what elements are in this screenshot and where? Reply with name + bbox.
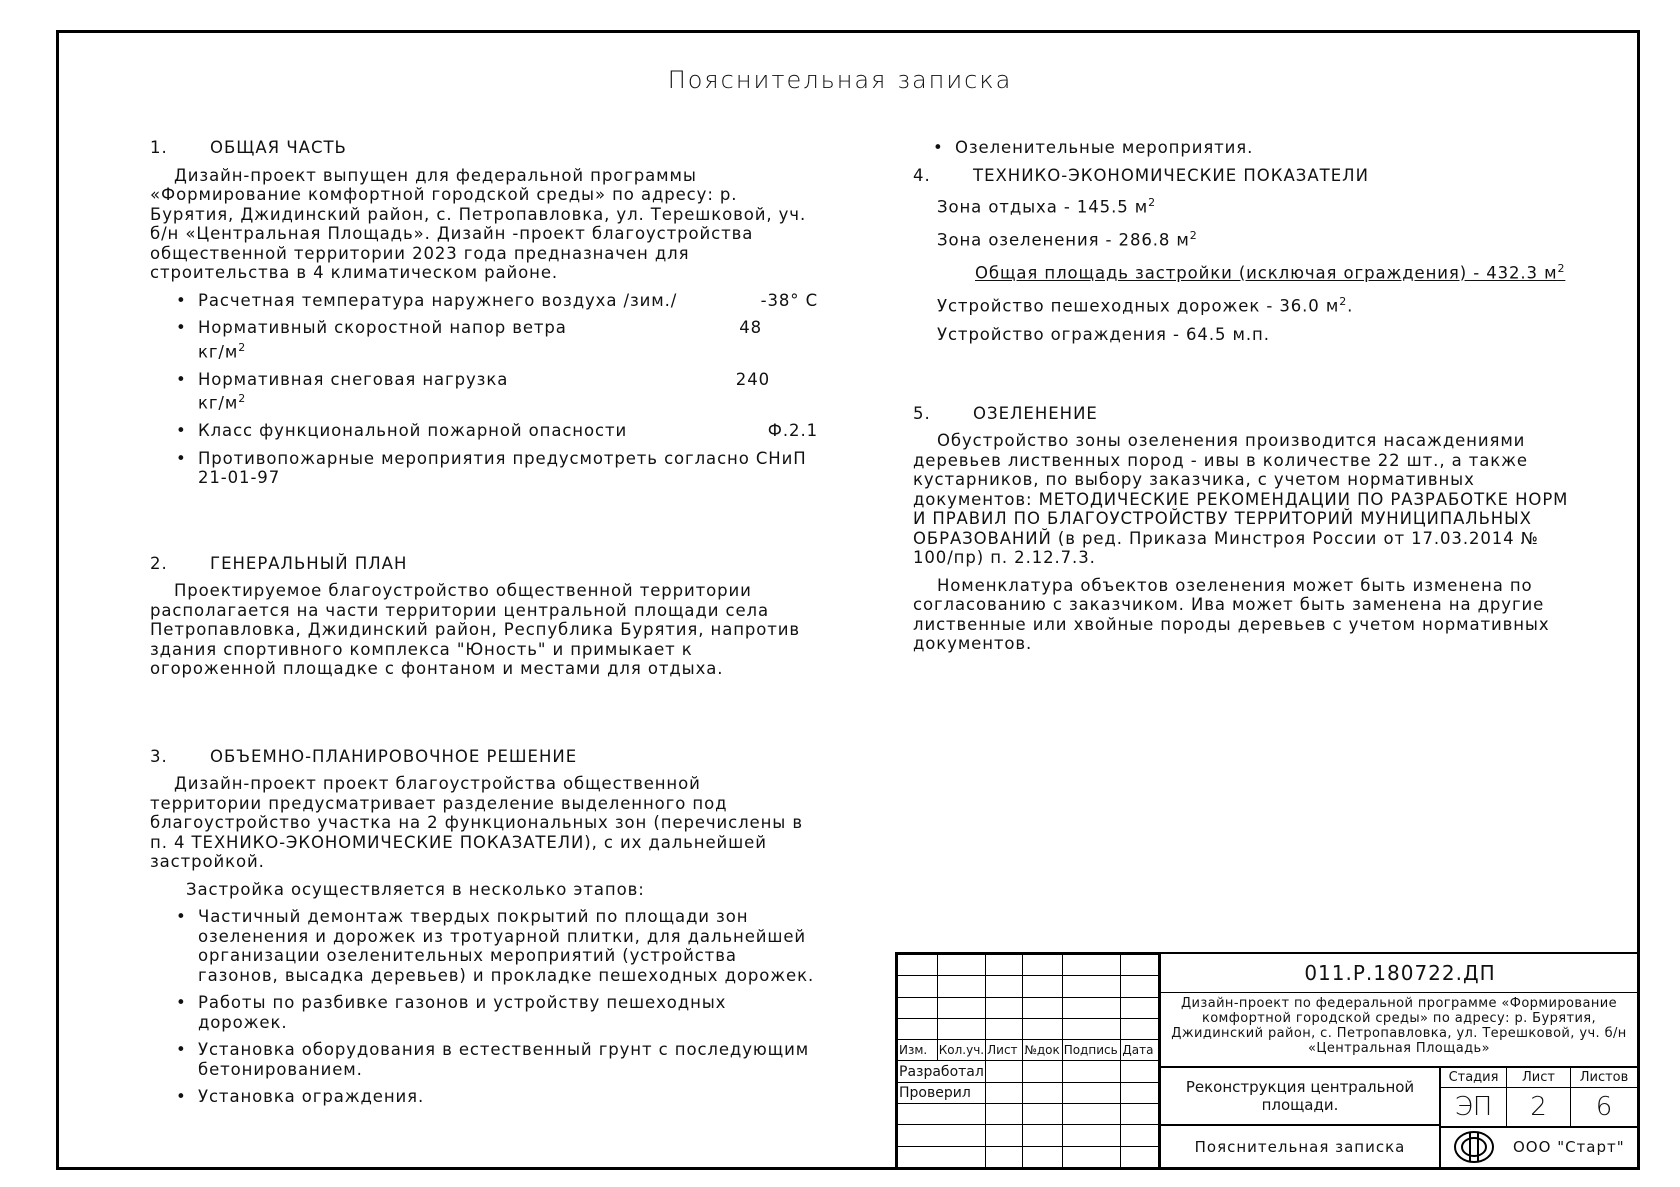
- revision-header-row: Изм. Кол.уч. Лист №док Подпись Дата: [898, 1040, 1159, 1061]
- tep-line: Зона отдыха - 145.5 $м^2$: [937, 196, 1157, 217]
- tep-line-total: Общая площадь застройки (исключая ограждения) - 432.3 $м^2$: [975, 262, 1566, 283]
- object-name: Реконструкция центральной площади.: [1159, 1068, 1441, 1126]
- sheet-label: Лист: [1507, 1068, 1571, 1088]
- tep-line: Зона озеленения - 286.8 $м^2$: [937, 229, 1198, 250]
- list-item: • Класс функциональной пожарной опасности Ф.2.1: [150, 421, 818, 441]
- section-1-list: [150, 291, 818, 488]
- list-item: • Противопожарные мероприятия предусмотреть согласно СНиП 21-01-97: [150, 449, 818, 488]
- list-item: • Частичный демонтаж твердых покрытий по площади зон озеленения и дорожек из тротуарной плитки, для дальнейшей организации озеленительных мероприятий (устройства газонов, высадка деревьев) и прокладке пешеходных дорожек.: [150, 907, 818, 985]
- document-code: 011.Р.180722.ДП: [1159, 954, 1639, 993]
- section-3-list-continued: [907, 138, 1573, 158]
- section-4-heading: 4. ТЕХНИКО-ЭКОНОМИЧЕСКИЕ ПОКАЗАТЕЛИ: [913, 165, 1369, 185]
- list-item: • Нормативная снеговая нагрузка 240 $кг/м^2$: [150, 370, 818, 414]
- list-item: • Озеленительные мероприятия.: [907, 138, 1573, 158]
- tep-list: [913, 193, 1573, 345]
- right-column: [913, 138, 1573, 662]
- section-3-intro: Застройка осуществляется в несколько этапов:: [186, 879, 645, 899]
- project-description: Дизайн-проект по федеральной программе «Формирование комфортной городской среды» по адресу: р. Бурятия, Джидинский район, с. Петропавловка, ул. Терешковой, уч. б/н «Центральная Площадь»: [1159, 992, 1637, 1068]
- organization-name: ООО "Старт": [1513, 1138, 1625, 1156]
- revision-grid: [897, 954, 1159, 1168]
- section-3-paragraph: Дизайн-проект проект благоустройства общественной территории предусматривает разделение выделенного под благоустройство участка на 2 функциональных зон (перечислены в п. 4 ТЕХНИКО-ЭКОНОМИЧЕСКИЕ ПОКАЗАТЕЛИ), с их дальнейшей застройкой.: [150, 774, 803, 871]
- company-logo-icon: [1453, 1129, 1495, 1165]
- stage-value: ЭП: [1441, 1088, 1507, 1126]
- sheet-value: 2: [1507, 1088, 1571, 1126]
- document-title: Пояснительная записка: [1159, 1126, 1441, 1168]
- section-5-paragraph-1: Обустройство зоны озеленения производится насаждениями деревьев лиственных пород - ивы в количестве 22 шт., а также кустарников, по выбору заказчика, с учетом нормативных документов: МЕТОДИЧЕСКИЕ РЕКОМЕНДАЦИИ ПО РАЗРАБОТКЕ НОРМ И ПРАВИЛ ПО БЛАГОУСТРОЙСТВУ ТЕРРИТОРИЙ МУНИЦИПАЛЬНЫХ ОБРАЗОВАНИЙ (в ред. Приказа Минстроя России от 17.03.2014 № 100/пр) п. 2.12.7.3.: [913, 431, 1569, 567]
- list-item: • Установка оборудования в естественный грунт с последующим бетонированием.: [150, 1040, 818, 1079]
- stage-sheets-block: [1441, 1068, 1637, 1128]
- title-block: [895, 952, 1637, 1168]
- sheets-label: Листов: [1571, 1068, 1637, 1088]
- stage-label: Стадия: [1441, 1068, 1507, 1088]
- checked-label: Проверил: [898, 1082, 986, 1103]
- tep-line: Устройство ограждения - 64.5 м.п.: [937, 325, 1270, 344]
- section-1-paragraph: Дизайн-проект выпущен для федеральной программы «Формирование комфортной городской среды» по адресу: р. Бурятия, Джидинский район, с. Петропавловка, ул. Терешковой, уч. б/н «Центральная Площадь». Дизайн -проект благоустройства общественной территории 2023 года предназначен для строительства в 4 климатическом районе.: [150, 165, 807, 282]
- left-column: [150, 138, 818, 1115]
- tep-line: Устройство пешеходных дорожек - 36.0 $м^2$.: [937, 295, 1354, 316]
- developed-label: Разработал: [898, 1061, 986, 1082]
- section-5-paragraph-2: Номенклатура объектов озеленения может быть изменена по согласованию с заказчиком. Ива может быть заменена на другие лиственные или хвойные породы деревьев с учетом нормативных документов.: [913, 575, 1550, 653]
- section-2-heading: 2. ГЕНЕРАЛЬНЫЙ ПЛАН: [150, 553, 408, 573]
- list-item: • Расчетная температура наружнего воздуха /зим./ -38° С: [150, 291, 818, 311]
- section-1-heading: 1. ОБЩАЯ ЧАСТЬ: [150, 138, 347, 157]
- section-5-heading: 5. ОЗЕЛЕНЕНИЕ: [913, 403, 1098, 423]
- sheets-value: 6: [1595, 1092, 1613, 1122]
- list-item: • Работы по разбивке газонов и устройству пешеходных дорожек.: [150, 993, 818, 1032]
- list-item: • Установка ограждения.: [150, 1087, 818, 1107]
- section-3-heading: 3. ОБЪЕМНО-ПЛАНИРОВОЧНОЕ РЕШЕНИЕ: [150, 746, 578, 766]
- section-2-paragraph: Проектируемое благоустройство общественной территории располагается на части территории центральной площади села Петропавловка, Джидинский район, Республика Бурятия, напротив здания спортивного комплекса "Юность" и примыкает к огороженной площадке с фонтаном и местами для отдыха.: [150, 581, 801, 678]
- list-item: • Нормативный скоростной напор ветра 48 $кг/м^2$: [150, 318, 818, 362]
- page-title: Пояснительная записка: [667, 66, 1013, 94]
- section-3-list: [150, 907, 818, 1107]
- organization: [1441, 1126, 1637, 1168]
